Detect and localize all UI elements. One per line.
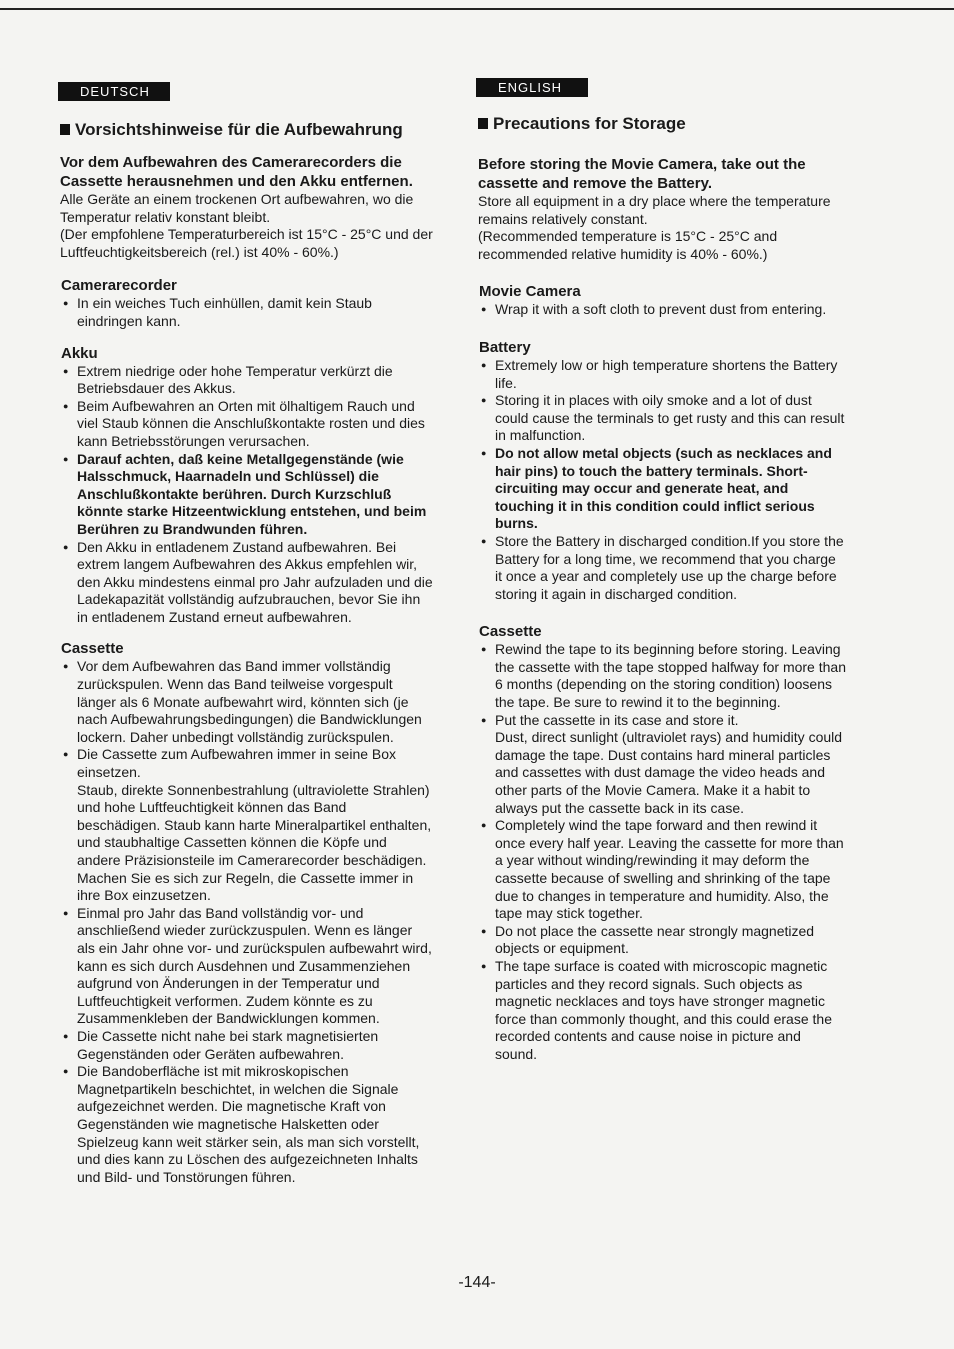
list-item: ● Extremely low or high temperature shortens the Battery life. — [479, 357, 846, 392]
english-battery-list — [476, 357, 846, 603]
list-item: ● Vor dem Aufbewahren das Band immer vollständig zurückspulen. Wenn das Band teilweise vorgespult länger als 6 Monate aufbewahrt wird, könnten sich (je nach Aufbewahrungsbedingungen) die Bandwicklungen lockern. Daher unbedingt vollständig zurückspulen. — [61, 658, 433, 746]
german-intro-1: Alle Geräte an einem trockenen Ort aufbewahren, wo die Temperatur relativ konstant bleibt. — [60, 191, 414, 225]
german-column — [58, 82, 433, 1186]
list-item: ● Do not place the cassette near strongly magnetized objects or equipment. — [479, 923, 846, 958]
top-rule — [0, 8, 954, 10]
list-item: ● In ein weiches Tuch einhüllen, damit kein Staub eindringen kann. — [61, 295, 433, 330]
english-intro-1: Store all equipment in a dry place where the temperature remains relatively constant. — [478, 193, 831, 227]
list-item: ● Die Bandoberfläche ist mit mikroskopischen Magnetpartikeln beschichtet, in welchen die Signale aufgezeichnet werden. Die magnetische Kraft von Gegenständen wie magnetische Halsketten oder Spielzeug kann weit stärker sein, als man sich vorstellt, und dies kann zu Löschen des aufgezeichneten Inhalts und Bild- und Tonstörungen führen. — [61, 1063, 433, 1186]
list-item: ● Einmal pro Jahr das Band vollständig vor- und anschließend wieder zurückzuspulen. Wenn es länger als ein Jahr ohne vor- und zurückspulen aufbewahrt wird, kann es sich durch Ausdehnen und Zusammenziehen aufgrund von Änderungen in der Temperatur und Luftfeuchtigkeit verformen. Zudem könnte es zu Zusammenkleben der Bandwicklungen kommen. — [61, 905, 433, 1028]
page-number: -144- — [458, 1274, 496, 1291]
german-section-title: Vorsichtshinweise für die Aufbewahrung — [60, 119, 433, 141]
german-camera-heading: Camerarecorder — [61, 277, 177, 295]
german-cassette-list — [58, 658, 433, 1186]
german-intro-2: (Der empfohlene Temperaturbereich ist 15°C - 25°C und der Luftfeuchtigkeitsbereich (rel.) ist 40% - 60%.) — [60, 226, 433, 260]
english-camera-list — [476, 301, 846, 319]
english-section-title: Precautions for Storage — [478, 113, 846, 135]
german-akku-heading: Akku — [61, 344, 98, 362]
list-item-warning: ● Do not allow metal objects (such as necklaces and hair pins) to touch the battery terminals. Short-circuiting may occur and generate heat, and touching it in this condition could inflict serious burns. — [479, 445, 846, 533]
list-item: ● Die Cassette nicht nahe bei stark magnetisierten Gegenständen oder Geräten aufbewahren. — [61, 1028, 433, 1063]
list-item: ● Den Akku in entladenem Zustand aufbewahren. Bei extrem langem Aufbewahren des Akkus empfehlen wir, den Akku mindestens einmal pro Jahr aufzuladen und die Ladekapazität vollständig aufzubrauchen, bevor Sie ihn in entladenem Zustand erneut aufbewahren. — [61, 539, 433, 627]
list-item-warning: ● Darauf achten, daß keine Metallgegenstände (wie Halsschmuck, Haarnadeln und Schlüssel) die Anschlußkontakte berühren. Durch Kurzschluß könnte starke Hitzeentwicklung entstehen, und beim Berühren zu Brandwunden führen. — [61, 451, 433, 539]
german-subheading: Vor dem Aufbewahren des Camerarecorders die Cassette herausnehmen und den Akku entfernen. — [60, 154, 413, 190]
german-cassette-heading: Cassette — [61, 640, 124, 658]
list-item-continuation: Dust, direct sunlight (ultraviolet rays) and humidity could damage the tape. Dust contains hard mineral particles and cassettes with dust damage the video heads and other parts of the Movie Camera. Make it a habit to always put the cassette back in its case. — [495, 729, 843, 816]
english-column — [476, 78, 846, 1064]
list-item: ● The tape surface is coated with microscopic magnetic particles and they record signals. Such objects as magnetic necklaces and toys have stronger magnetic force than commonly thought, and this could erase the recorded contents and cause noise in picture and sound. — [479, 958, 846, 1064]
list-item: ● Store the Battery in discharged condition.If you store the Battery for a long time, we recommend that you charge it once a year and completely use up the charge before storing it again in discharged condition. — [479, 533, 846, 603]
list-item: ● Beim Aufbewahren an Orten mit ölhaltigem Rauch und viel Staub können die Anschlußkontakte rosten und dies kann Betriebsstörungen verursachen. — [61, 398, 433, 451]
english-camera-heading: Movie Camera — [479, 283, 581, 301]
list-item: ● Put the cassette in its case and store it. Dust, direct sunlight (ultraviolet rays) and humidity could damage the tape. Dust contains hard mineral particles and cassettes with dust damage the video heads and other parts of the Movie Camera. Make it a habit to always put the cassette back in its case. — [479, 712, 846, 818]
list-item: ● Extrem niedrige oder hohe Temperatur verkürzt die Betriebsdauer des Akkus. — [61, 363, 433, 398]
english-subheading: Before storing the Movie Camera, take out the cassette and remove the Battery. — [478, 156, 806, 192]
english-intro-2: (Recommended temperature is 15°C - 25°C and recommended relative humidity is 40% - 60%.) — [478, 228, 778, 262]
list-item: ● Completely wind the tape forward and then rewind it once every half year. Leaving the cassette for more than a year without winding/rewinding it may deform the cassette because of swelling and shrinking of the tape due to changes in temperature and humidity. Also, the tape may stick together. — [479, 817, 846, 923]
square-bullet-icon — [478, 118, 488, 129]
list-item: ● Rewind the tape to its beginning before storing. Leaving the cassette with the tape stopped halfway for more than 6 months (depending on the storing condition) loosens the tape. Be sure to rewind it to the beginning. — [479, 641, 846, 711]
list-item: ● Die Cassette zum Aufbewahren immer in seine Box einsetzen. Staub, direkte Sonnenbestrahlung (ultraviolette Strahlen) und hohe Luftfeuchtigkeit können das Band beschädigen. Staub kann harte Mineralpartikel enthalten, und staubhaltige Cassetten können die Köpfe und andere Präzisionsteile im Camerarecorder beschädigen. Machen Sie es sich zur Regeln, die Cassette immer in ihre Box einzusetzen. — [61, 746, 433, 904]
language-tab-german: DEUTSCH — [58, 82, 170, 101]
list-item: ● Wrap it with a soft cloth to prevent dust from entering. — [479, 301, 846, 319]
english-cassette-list — [476, 641, 846, 1063]
german-camera-list — [58, 295, 433, 330]
square-bullet-icon — [60, 124, 70, 135]
list-item-continuation: Staub, direkte Sonnenbestrahlung (ultraviolette Strahlen) und hohe Luftfeuchtigkeit können das Band beschädigen. Staub kann harte Mineralpartikel enthalten, und staubhaltige Cassetten können die Köpfe und andere Präzisionsteile im Camerarecorder beschädigen. Machen Sie es sich zur Regeln, die Cassette immer in ihre Box einzusetzen. — [77, 781, 432, 904]
english-cassette-heading: Cassette — [479, 623, 542, 641]
list-item: ● Storing it in places with oily smoke and a lot of dust could cause the terminals to get rusty and this can result in malfunction. — [479, 392, 846, 445]
english-battery-heading: Battery — [479, 338, 531, 356]
german-akku-list — [58, 363, 433, 627]
language-tab-english: ENGLISH — [476, 78, 588, 97]
